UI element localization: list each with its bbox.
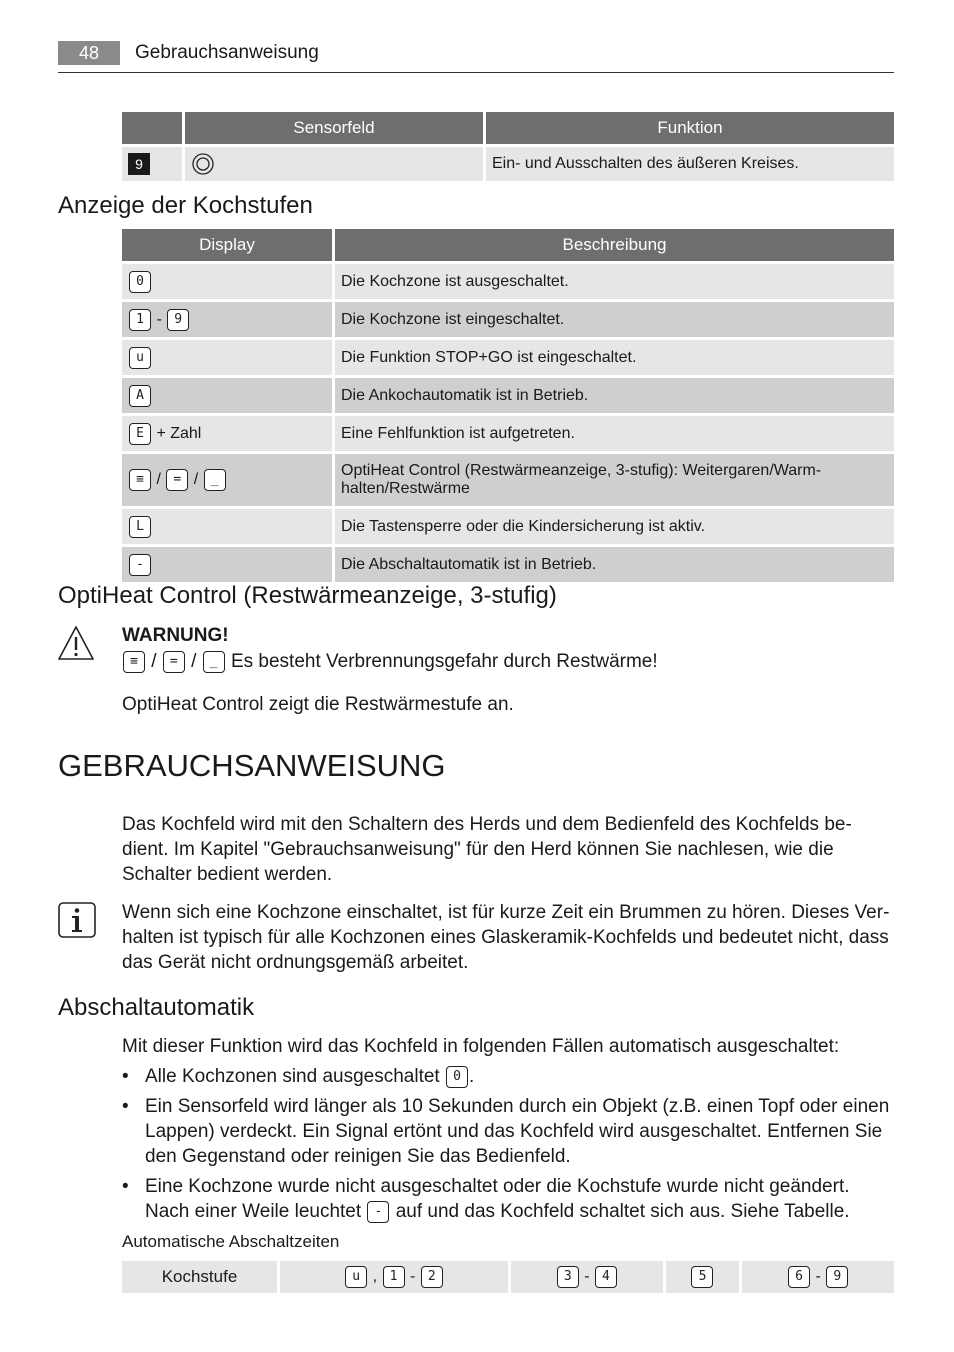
list-item [122,1174,894,1224]
header-title: Gebrauchsanweisung [135,42,319,63]
display-cell [122,509,332,544]
kochstufe-cell [280,1261,508,1293]
display-symbol: 6 [788,1266,810,1288]
display-symbol: = [163,651,185,673]
sensor-table-header-blank [122,112,182,144]
abschalt-intro: Mit dieser Funktion wird das Kochfeld in folgenden Fällen automatisch ausgeschaltet: [122,1036,840,1057]
table-row [122,378,894,413]
sensor-table [119,109,897,184]
separator: / [189,471,203,489]
heading-abschaltautomatik: Abschaltautomatik [58,994,255,1021]
display-cell [122,416,332,451]
optiheat-info-text: OptiHeat Control zeigt die Restwärmestufe an. [122,694,514,715]
display-symbol: = [166,469,188,491]
kochstufen-header-display: Display [122,229,332,261]
description-cell: Die Funktion STOP+GO ist eingeschaltet. [335,340,894,375]
separator: / [152,471,166,489]
display-symbol: - [129,554,151,576]
list-item: • Ein Sensorfeld wird länger als 10 Sekunden durch ein Objekt (z.B. einen Topf oder einen Lappen) verdeckt. Ein Signal ertönt und das Kochfeld wird ausgeschaltet. Entfernen Sie den Gegenstand oder reinigen Sie das Bedienfeld. [122,1094,894,1169]
warning-text: Es besteht Verbrennungsgefahr durch Restwärme! [225,651,658,672]
bullet1-end: . [468,1066,475,1087]
bullet1-text: Alle Kochzonen sind ausgeschaltet [145,1066,440,1087]
display-symbol: 5 [691,1266,713,1288]
intro-paragraph: Das Kochfeld wird mit den Schaltern des Herds und dem Bedienfeld des Kochfelds be-dient. Im Kapitel "Gebrauchsanweisung" für den Herd können Sie nachlesen, wie die Schalter bedient werden. [122,814,852,885]
description-cell: Die Kochzone ist ausgeschaltet. [335,264,894,299]
display-symbol: u [345,1266,367,1288]
display-symbol: A [129,385,151,407]
table-row [122,1261,894,1293]
description-cell: Die Ankochautomatik ist in Betrieb. [335,378,894,413]
display-symbol: 3 [557,1266,579,1288]
sensor-table-header-sensorfeld: Sensorfeld [185,112,483,144]
kochstufen-header-beschreibung: Beschreibung [335,229,894,261]
separator: - [811,1268,826,1286]
display-symbol: 2 [421,1266,443,1288]
info-icon [57,901,97,939]
display-cell [122,340,332,375]
display-cell [122,547,332,582]
display-symbol: ≡ [123,651,145,673]
separator: - [579,1268,594,1286]
separator: - [152,310,167,328]
sensor-funktion-text: Ein- und Ausschalten des äußeren Kreises. [486,147,894,181]
display-suffix: + Zahl [152,424,202,442]
display-symbol: _ [204,469,226,491]
display-symbol: 9 [826,1266,848,1288]
table-row [122,454,894,506]
warning-label: WARNUNG! [122,625,229,646]
description-cell: OptiHeat Control (Restwärmeanzeige, 3-stufig): Weitergaren/Warm-halten/Restwärme [335,454,894,506]
separator: / [146,651,162,672]
separator: , [368,1268,382,1286]
bullet3-before: Eine Kochzone wurde nicht ausgeschaltet oder die Kochstufe wurde nicht geändert. Nach einer Weile leuchtet [145,1176,850,1222]
display-cell [122,264,332,299]
table-row [122,509,894,544]
abschalt-list [122,1064,894,1229]
display-symbol: u [129,347,151,369]
note-paragraph: Wenn sich eine Kochzone einschaltet, ist für kurze Zeit ein Brummen zu hören. Dieses Ver-halten ist typisch für alle Kochzonen eines Glaskeramik-Kochfelds und bedeutet nicht, dass das Gerät nicht ordnungsgemäß arbeitet. [122,902,890,973]
outer-circle-sensor-icon [191,152,215,176]
kochstufen-table [119,226,897,585]
table-row [122,416,894,451]
table-row [122,264,894,299]
display-symbol: 9 [167,309,189,331]
table-row [122,547,894,582]
kochstufe-cell [666,1261,740,1293]
display-symbol: ≡ [129,469,151,491]
display-cell [122,302,332,337]
heading-kochstufen: Anzeige der Kochstufen [58,192,313,219]
kochstufe-cell [742,1261,894,1293]
display-cell [122,454,332,506]
list-item [122,1064,894,1089]
description-cell: Die Kochzone ist eingeschaltet. [335,302,894,337]
warning-title [122,623,229,648]
kochstufe-cell [511,1261,663,1293]
display-symbol: _ [203,651,225,673]
description-cell: Eine Fehlfunktion ist aufgetreten. [335,416,894,451]
main-heading: GEBRAUCHSANWEISUNG [58,748,446,783]
description-cell: Die Tastensperre oder die Kindersicherung ist aktiv. [335,509,894,544]
table-row [122,302,894,337]
display-symbol: 0 [446,1066,468,1088]
display-symbol: - [367,1201,389,1223]
display-symbol: L [129,516,151,538]
abschaltzeiten-table [119,1258,897,1296]
display-cell [122,378,332,413]
page-number: 48 [58,41,120,65]
table-caption: Automatische Abschaltzeiten [122,1232,340,1251]
display-symbol: 1 [129,309,151,331]
description-cell: Die Abschaltautomatik ist in Betrieb. [335,547,894,582]
warning-triangle-icon [56,624,96,662]
table-row [122,340,894,375]
separator: / [185,651,202,672]
kochstufe-label: Kochstufe [122,1261,277,1293]
display-symbol: 4 [595,1266,617,1288]
sensor-table-header-funktion: Funktion [486,112,894,144]
heading-optiheat: OptiHeat Control (Restwärmeanzeige, 3-stufig) [58,582,557,609]
table-row [122,147,894,181]
warning-line [122,649,658,674]
separator: - [405,1268,420,1286]
display-symbol: 0 [129,271,151,293]
row-number: 9 [128,153,150,175]
display-symbol: E [129,423,151,445]
bullet3-after: auf und das Kochfeld schaltet sich aus. Siehe Tabelle. [395,1201,850,1222]
display-symbol: 1 [383,1266,405,1288]
